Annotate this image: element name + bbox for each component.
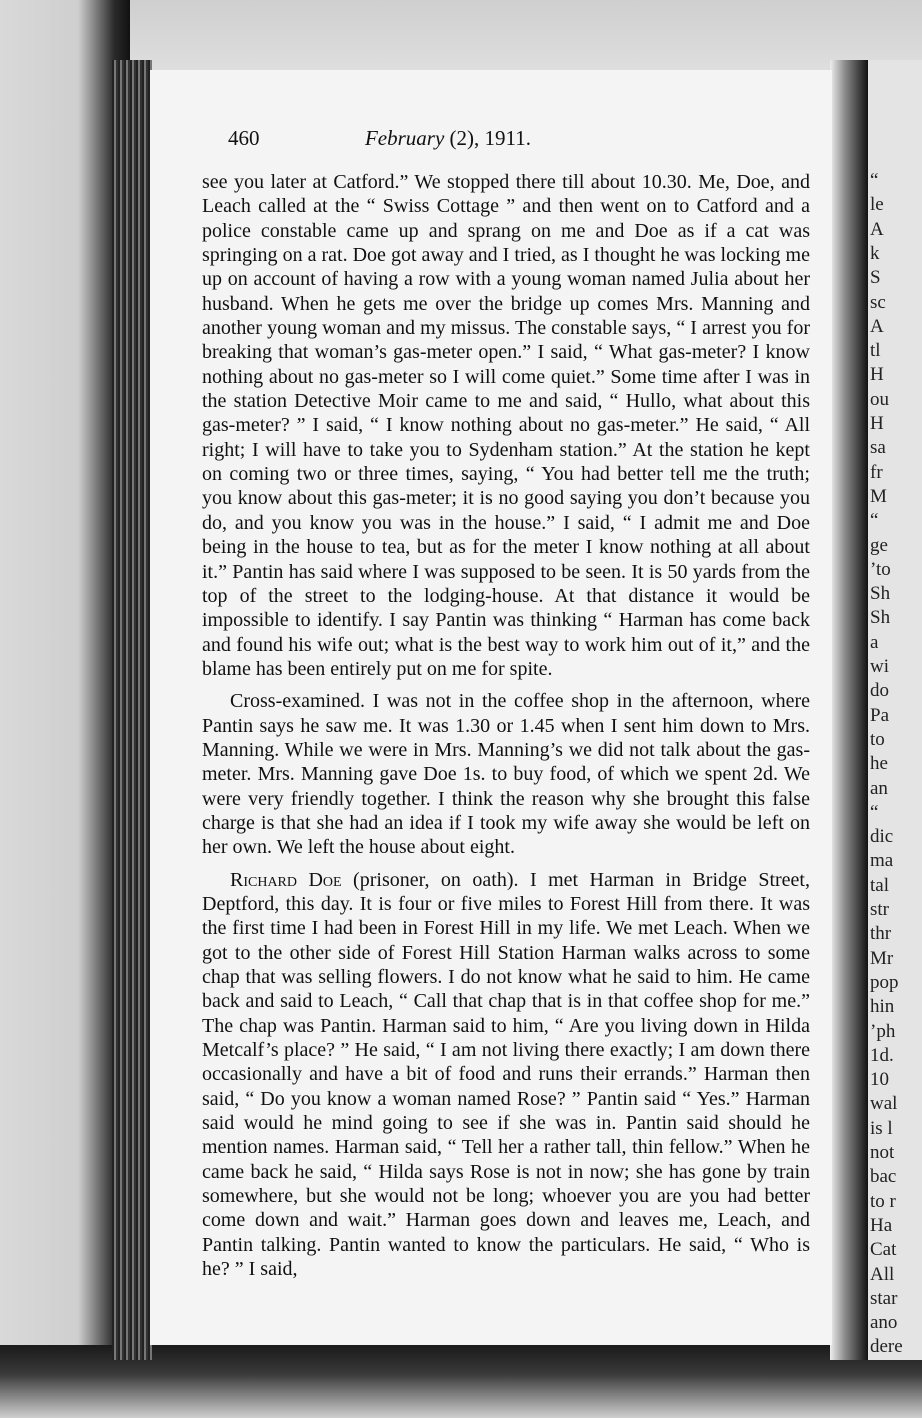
facing-page-fragment: tl [870,340,881,362]
facing-page-fragment: dic [870,826,894,848]
facing-page-fragment: Mr [870,947,894,969]
running-head [228,126,668,151]
facing-page-fragment: sc [870,291,886,313]
facing-page-fragment: a [870,631,879,653]
facing-page-fragment: Sh [870,583,891,605]
facing-page-fragment: “ [870,510,879,532]
facing-page-fragment: pop [870,971,899,993]
facing-page-fragment: is l [870,1117,893,1139]
facing-page-fragment: fr [870,461,883,483]
paragraph-continuation: see you later at Catford.” We stopped there till about 10.30. Me, Doe, and Leach called at the “ Swiss Cottage ” and then went on to Catford and a police constable came up and sprang on me and Doe as if a cat was springing on a rat. Doe got away and I tried, as I thought he was locking me up on account of having a row with a young woman named Julia about her husband. When he gets me over the bridge up comes Mrs. Manning and another young woman and my missus. The constable says, “ I arrest you for breaking that woman’s gas-meter open.” I said, “ What gas-meter? I know nothing about no gas-meter so I will come quiet.” Some time after I was in the station Detective Moir came to me and said, “ Hullo, what about this gas-meter? ” I said, “ I know nothing about no gas-meter.” He said, “ All right; I will have to take you to Sydenham station.” At the station he kept on coming two or three times, saying, “ You had better tell me the truth; you know about this gas-meter; it is no good saying you don’t because you do, and you know you was in the house.” I said, “ I admit me and Doe being in the house to tea, but as for the meter I know nothing at all about it.” Pantin has said where I was supposed to be seen. It is 50 yards from the top of the street to the lodging-house. At that distance it would be impossible to identify. I say Pantin was thinking “ Harman has come back and found his wife out; what is the best way to work him out of it,” and the blame has been entirely put on me for spite. [202,171,810,680]
facing-page-fragment: k [870,242,880,264]
facing-page-fragment: A [870,218,884,240]
facing-page-fragment: he [870,753,888,775]
book-gutter [830,60,868,1360]
facing-page-fragment: ano [870,1312,898,1334]
speaker-name: Richard Doe [230,868,342,891]
facing-page-fragment: H [870,364,884,386]
facing-page-fragment: “ [870,170,879,191]
facing-page-fragment: dere [870,1336,903,1358]
facing-page-fragment: M [870,485,887,507]
facing-page-fragment: str [870,899,889,920]
facing-page-fragment: to [870,728,885,750]
facing-page-fragment: star [870,1287,898,1309]
facing-page-fragment: Cat [870,1239,897,1261]
facing-page-fragment: Ha [870,1214,893,1236]
facing-page-fragment: thr [870,923,892,945]
facing-page-fragment: Pa [870,704,889,726]
facing-page-fragment: H [870,413,884,434]
facing-page-fragment: an [870,777,888,799]
facing-page-fragment: S [870,267,881,289]
facing-page [868,60,922,1360]
facing-page-fragment: All [870,1263,895,1285]
facing-page-fragment: do [870,680,889,702]
running-head-month: February [364,126,445,150]
facing-page-fragment: bac [870,1166,897,1188]
facing-page-fragment: wi [870,656,889,677]
book-page [150,70,832,1345]
facing-page-fragment: hin [870,996,895,1018]
facing-page-fragment: 1d. [870,1044,894,1066]
facing-page-fragment: to r [870,1190,896,1212]
facing-page-fragment: “ [870,801,879,823]
facing-page-fragment: tal [870,874,889,896]
facing-page-fragment: A [870,315,884,337]
facing-page-fragment: ’to [870,558,891,580]
facing-page-fragment: 10 [870,1069,889,1091]
body-text [202,170,810,1281]
paragraph-cross-examined: Cross-examined. I was not in the coffee shop in the afternoon, where Pantin says he saw me. It was 1.30 or 1.45 when I sent him down to Mrs. Manning. While we were in Mrs. Manning’s we did not talk about the gas-meter. Mrs. Manning gave Doe 1s. to buy food, of which we spent 2d. We were very friendly together. I think the reason why she brought this false charge is that she had an idea if I took my wife away she would be left on her own. We left the house about eight. [202,690,810,859]
scan-background-left [0,0,130,1418]
running-head-date: (2), 1911. [444,126,532,150]
book-page-edges [112,60,152,1360]
facing-page-fragment: not [870,1142,895,1163]
facing-page-fragment: sa [870,437,886,459]
facing-page-fragment: wal [870,1093,898,1115]
paragraph-richard-doe-text: (prisoner, on oath). I met Harman in Bridge Street, Deptford, this day. It is four or five miles to Forest Hill from there. It was the first time I had been in Forest Hill in my life. We met Leach. When we got to the other side of Forest Hill Station Harman walks across to some chap that was selling flowers. I do not know what he said to him. He came back and said to Leach, “ Call that chap that is in that coffee shop for me.” The chap was Pantin. Harman said to him, “ Are you living down in Hilda Metcalf’s place? ” He said, “ I am not living there exactly; I am down there occasionally and have a bit of food and runs their errands.” Harman then said, “ Do you know a woman named Rose? ” Pantin said “ Yes.” Harman said would he mind going to see if she was in. Pantin said should he mention names. Harman said, “ Tell her a rather tall, thin fellow.” When he came back he said, “ Hilda says Rose is not in now; she has gone by train somewhere, but she would not be long; whoever you are you had better come down and wait.” Harman goes down and leaves me, Leach, and Pantin talking. Pantin wanted to know the particulars. He said, “ Who is he? ” I said, [202,868,810,1281]
facing-page-fragment: Sh [870,607,891,629]
page-number: 460 [228,126,260,150]
facing-page-fragment: ma [870,850,894,872]
facing-page-fragment: le [870,194,884,216]
facing-page-fragment: ou [870,388,889,410]
facing-page-fragment: ’ph [870,1020,896,1042]
facing-page-fragment: ge [870,534,888,556]
paragraph-richard-doe [202,868,810,1282]
